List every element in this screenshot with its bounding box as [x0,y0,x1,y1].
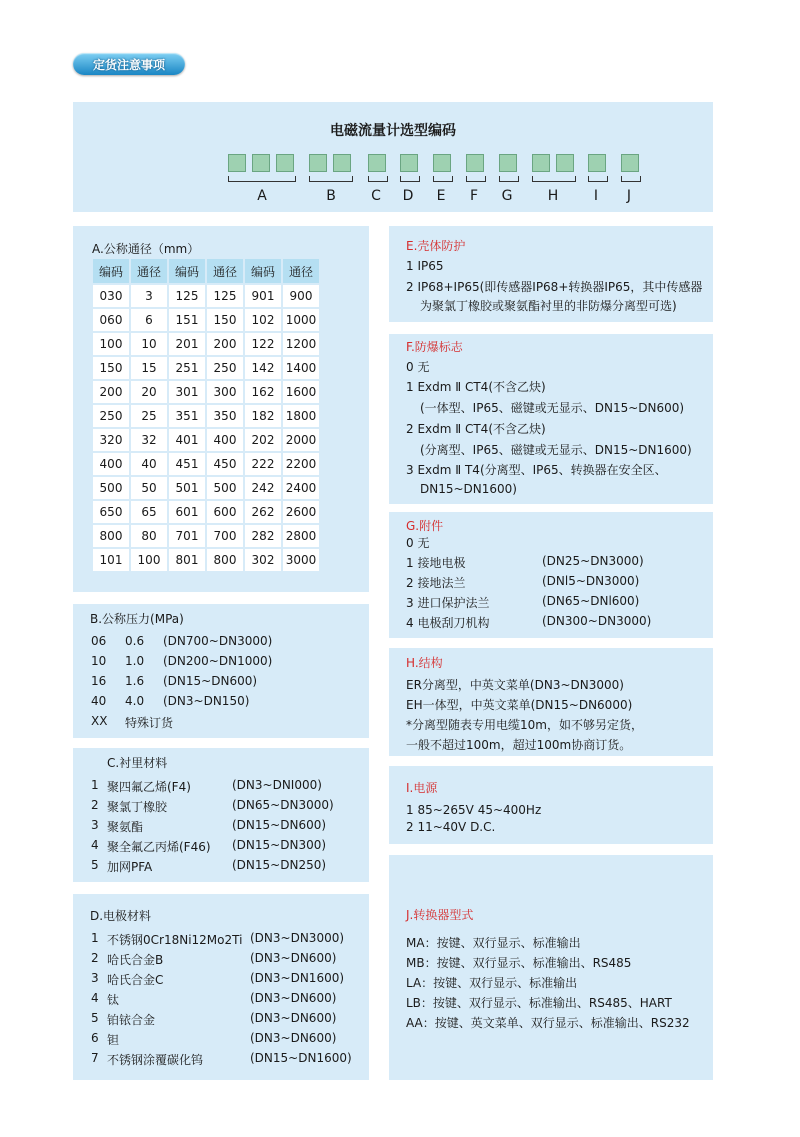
electrode-index: 6 [91,1031,99,1045]
panel-c-title: C.衬里材料 [107,756,168,770]
code-box [252,154,270,172]
lining-range: (DN3~DNI000) [232,778,322,792]
table-cell: 900 [283,283,319,307]
code-box [309,154,327,172]
table-cell: 151 [169,307,205,331]
explosion-line: 2 Exdm Ⅱ CT4(不含乙炔) [406,422,546,436]
table-row [93,523,319,547]
table-cell: 501 [169,475,205,499]
converter-line: MA：按键、双行显示、标准输出 [406,936,581,950]
accessory-name: 3 进口保护法兰 [406,596,490,610]
table-cell: 262 [245,499,281,523]
table-cell: 351 [169,403,205,427]
table-cell: 242 [245,475,281,499]
code-panel [73,102,713,212]
code-bracket [588,176,608,182]
panel-d-title: D.电极材料 [90,909,152,923]
accessory-range: (DN25~DN3000) [542,554,644,568]
table-cell: 100 [93,331,129,355]
code-box [556,154,574,172]
table-cell: 302 [245,547,281,571]
pressure-value: 0.6 [125,634,145,648]
table-cell: 030 [93,283,129,307]
lining-material: 聚全氟乙丙烯(F46) [107,840,211,854]
section-badge: 定货注意事项 [73,53,185,75]
electrode-range: (DN3~DN600) [250,1011,337,1025]
table-row [93,427,319,451]
pressure-range: (DN700~DN3000) [163,634,273,648]
table-cell: 1400 [283,355,319,379]
pressure-range: (DN15~DN600) [163,674,258,688]
table-cell: 25 [131,403,167,427]
table-cell: 142 [245,355,281,379]
panel-f-title: F.防爆标志 [406,340,463,354]
table-header-cell: 编码 [245,259,281,283]
table-cell: 65 [131,499,167,523]
panel-h-structure [389,648,713,756]
code-letter: H [547,188,559,204]
code-box [499,154,517,172]
accessory-range: (DNl5~DN3000) [542,574,640,588]
electrode-material: 哈氏合金C [107,973,164,987]
table-header-cell: 编码 [93,259,129,283]
table-row [93,307,319,331]
table-cell: 201 [169,331,205,355]
table-cell: 200 [93,379,129,403]
table-row [93,547,319,571]
electrode-material: 钽 [107,1033,120,1047]
panel-h-title: H.结构 [406,656,443,670]
structure-line: *分离型随表专用电缆10m，如不够另定货， [406,718,643,732]
code-title: 电磁流量计选型编码 [330,123,456,139]
panel-g-title: G.附件 [406,519,444,533]
panel-d-electrode [73,894,369,1080]
table-cell: 32 [131,427,167,451]
explosion-line: (一体型、IP65、磁键或无显示、DN15~DN600) [420,401,685,415]
table-cell: 2600 [283,499,319,523]
e-line-1: 1 IP65 [406,259,444,273]
table-cell: 3 [131,283,167,307]
code-letter: J [626,188,632,204]
table-cell: 10 [131,331,167,355]
converter-line: LA：按键、双行显示、标准输出 [406,976,578,990]
e-line-2: 2 IP68+IP65(即传感器IP68+转换器IP65，其中传感器 [406,280,703,294]
table-cell: 701 [169,523,205,547]
lining-range: (DN15~DN250) [232,858,327,872]
lining-range: (DN15~DN300) [232,838,327,852]
electrode-index: 7 [91,1051,99,1065]
pressure-code: 40 [91,694,107,708]
table-cell: 40 [131,451,167,475]
electrode-material: 钛 [107,993,120,1007]
table-row [93,355,319,379]
pressure-value: 特殊订货 [125,716,174,730]
accessory-range: (DN65~DNl600) [542,594,640,608]
code-letter: I [593,188,599,204]
table-cell: 202 [245,427,281,451]
table-cell: 801 [169,547,205,571]
table-row [93,403,319,427]
table-cell: 2800 [283,523,319,547]
panel-j-converter [389,855,713,1080]
table-row [93,451,319,475]
lining-index: 2 [91,798,99,812]
table-cell: 2200 [283,451,319,475]
structure-line: ER分离型，中英文菜单(DN3~DN3000) [406,678,624,692]
code-letter: A [257,188,267,204]
code-box [333,154,351,172]
panel-e-title: E.壳体防护 [406,239,466,253]
lining-material: 加网PFA [107,860,153,874]
table-cell: 800 [93,523,129,547]
electrode-index: 5 [91,1011,99,1025]
code-box [368,154,386,172]
table-cell: 125 [207,283,243,307]
table-cell: 300 [207,379,243,403]
electrode-range: (DN3~DN600) [250,951,337,965]
table-cell: 800 [207,547,243,571]
code-bracket [532,176,576,182]
panel-a-title: A.公称通径（mm） [92,242,200,256]
structure-line: EH一体型，中英文菜单(DN15~DN6000) [406,698,633,712]
electrode-range: (DN3~DN3000) [250,931,345,945]
table-cell: 15 [131,355,167,379]
panel-e-housing [389,226,713,322]
table-cell: 500 [207,475,243,499]
code-bracket [466,176,486,182]
code-box [228,154,246,172]
explosion-line: DN15~DN1600) [420,482,517,496]
table-cell: 200 [207,331,243,355]
table-cell: 2000 [283,427,319,451]
lining-index: 4 [91,838,99,852]
code-box [532,154,550,172]
panel-i-power [389,766,713,844]
panel-c-lining [73,748,369,882]
code-letter: E [436,188,446,204]
code-box [276,154,294,172]
table-row [93,379,319,403]
table-cell: 125 [169,283,205,307]
electrode-material: 不锈钢0Cr18Ni12Mo2Ti [107,933,243,947]
table-row [93,283,319,307]
electrode-material: 铂铱合金 [107,1013,156,1027]
panel-j-title: J.转换器型式 [406,908,474,922]
table-cell: 251 [169,355,205,379]
lining-material: 聚氯丁橡胶 [107,800,168,814]
lining-range: (DN65~DN3000) [232,798,334,812]
panel-f-explosion [389,334,713,504]
code-letter: B [326,188,336,204]
table-cell: 150 [93,355,129,379]
converter-line: MB：按键、双行显示、标准输出、RS485 [406,956,632,970]
code-box [400,154,418,172]
code-box [433,154,451,172]
code-bracket [309,176,353,182]
table-row [93,499,319,523]
table-cell: 282 [245,523,281,547]
code-bracket [228,176,296,182]
table-cell: 101 [93,547,129,571]
table-cell: 222 [245,451,281,475]
explosion-line: 3 Exdm Ⅱ T4(分离型、IP65、转换器在安全区、 [406,463,667,477]
table-cell: 450 [207,451,243,475]
table-cell: 320 [93,427,129,451]
accessory-range: (DN300~DN3000) [542,614,652,628]
g-line-0: 0 无 [406,536,430,550]
pressure-value: 4.0 [125,694,145,708]
table-cell: 1600 [283,379,319,403]
pressure-code: 16 [91,674,107,688]
table-cell: 102 [245,307,281,331]
panel-i-title: I.电源 [406,781,438,795]
table-cell: 50 [131,475,167,499]
code-letter: D [402,188,414,204]
electrode-range: (DN3~DN600) [250,991,337,1005]
lining-range: (DN15~DN600) [232,818,327,832]
table-cell: 100 [131,547,167,571]
electrode-range: (DN15~DN1600) [250,1051,352,1065]
structure-line: 一般不超过100m，超过100m协商订货。 [406,738,632,752]
accessory-name: 4 电极刮刀机构 [406,616,490,630]
table-header-cell: 通径 [131,259,167,283]
panel-b-pressure [73,604,369,738]
panel-g-accessories [389,512,713,638]
table-cell: 162 [245,379,281,403]
code-bracket [499,176,519,182]
code-letter: C [371,188,381,204]
table-cell: 901 [245,283,281,307]
explosion-line: 0 无 [406,360,430,374]
code-letter: F [469,188,479,204]
code-bracket [621,176,641,182]
lining-index: 5 [91,858,99,872]
pressure-range: (DN3~DN150) [163,694,250,708]
table-cell: 6 [131,307,167,331]
table-cell: 700 [207,523,243,547]
converter-line: AA：按键、英文菜单、双行显示、标准输出、RS232 [406,1016,690,1030]
pressure-value: 1.6 [125,674,145,688]
pressure-code: XX [91,714,108,728]
code-bracket [400,176,420,182]
converter-line: LB：按键、双行显示、标准输出、RS485、HART [406,996,672,1010]
table-header-cell: 通径 [283,259,319,283]
explosion-line: 1 Exdm Ⅱ CT4(不含乙炔) [406,380,546,394]
table-cell: 400 [93,451,129,475]
code-box [588,154,606,172]
pressure-code: 10 [91,654,107,668]
table-cell: 600 [207,499,243,523]
table-cell: 3000 [283,547,319,571]
electrode-range: (DN3~DN1600) [250,971,345,985]
table-cell: 150 [207,307,243,331]
accessory-name: 2 接地法兰 [406,576,466,590]
explosion-line: (分离型、IP65、磁键或无显示、DN15~DN1600) [420,443,692,457]
electrode-material: 哈氏合金B [107,953,164,967]
table-cell: 500 [93,475,129,499]
table-cell: 060 [93,307,129,331]
table-cell: 1000 [283,307,319,331]
table-cell: 1200 [283,331,319,355]
pressure-range: (DN200~DN1000) [163,654,273,668]
table-cell: 20 [131,379,167,403]
table-row [93,331,319,355]
accessory-name: 1 接地电极 [406,556,466,570]
table-cell: 2400 [283,475,319,499]
electrode-range: (DN3~DN600) [250,1031,337,1045]
pressure-value: 1.0 [125,654,145,668]
table-cell: 451 [169,451,205,475]
table-cell: 250 [93,403,129,427]
lining-material: 聚四氟乙烯(F4) [107,780,191,794]
electrode-index: 2 [91,951,99,965]
table-cell: 1800 [283,403,319,427]
table-cell: 401 [169,427,205,451]
electrode-index: 4 [91,991,99,1005]
table-cell: 122 [245,331,281,355]
panel-b-title: B.公称压力(MPa) [90,612,184,626]
table-cell: 650 [93,499,129,523]
code-bracket [433,176,453,182]
code-box [466,154,484,172]
pressure-code: 06 [91,634,107,648]
table-header-cell: 编码 [169,259,205,283]
lining-index: 3 [91,818,99,832]
table-cell: 601 [169,499,205,523]
table-header-cell: 通径 [207,259,243,283]
table-cell: 350 [207,403,243,427]
table-cell: 80 [131,523,167,547]
electrode-index: 3 [91,971,99,985]
table-cell: 250 [207,355,243,379]
lining-material: 聚氨酯 [107,820,144,834]
electrode-material: 不锈钢涂覆碳化钨 [107,1053,204,1067]
e-line-3: 为聚氯丁橡胶或聚氨酯衬里的非防爆分离型可选) [420,299,677,313]
table-cell: 182 [245,403,281,427]
electrode-index: 1 [91,931,99,945]
table-cell: 301 [169,379,205,403]
diameter-table [91,259,321,571]
code-letter: G [501,188,513,204]
lining-index: 1 [91,778,99,792]
table-row [93,475,319,499]
i-line-1: 1 85~265V 45~400Hz [406,803,542,817]
code-bracket [368,176,388,182]
table-cell: 400 [207,427,243,451]
code-box [621,154,639,172]
i-line-2: 2 11~40V D.C. [406,820,496,834]
